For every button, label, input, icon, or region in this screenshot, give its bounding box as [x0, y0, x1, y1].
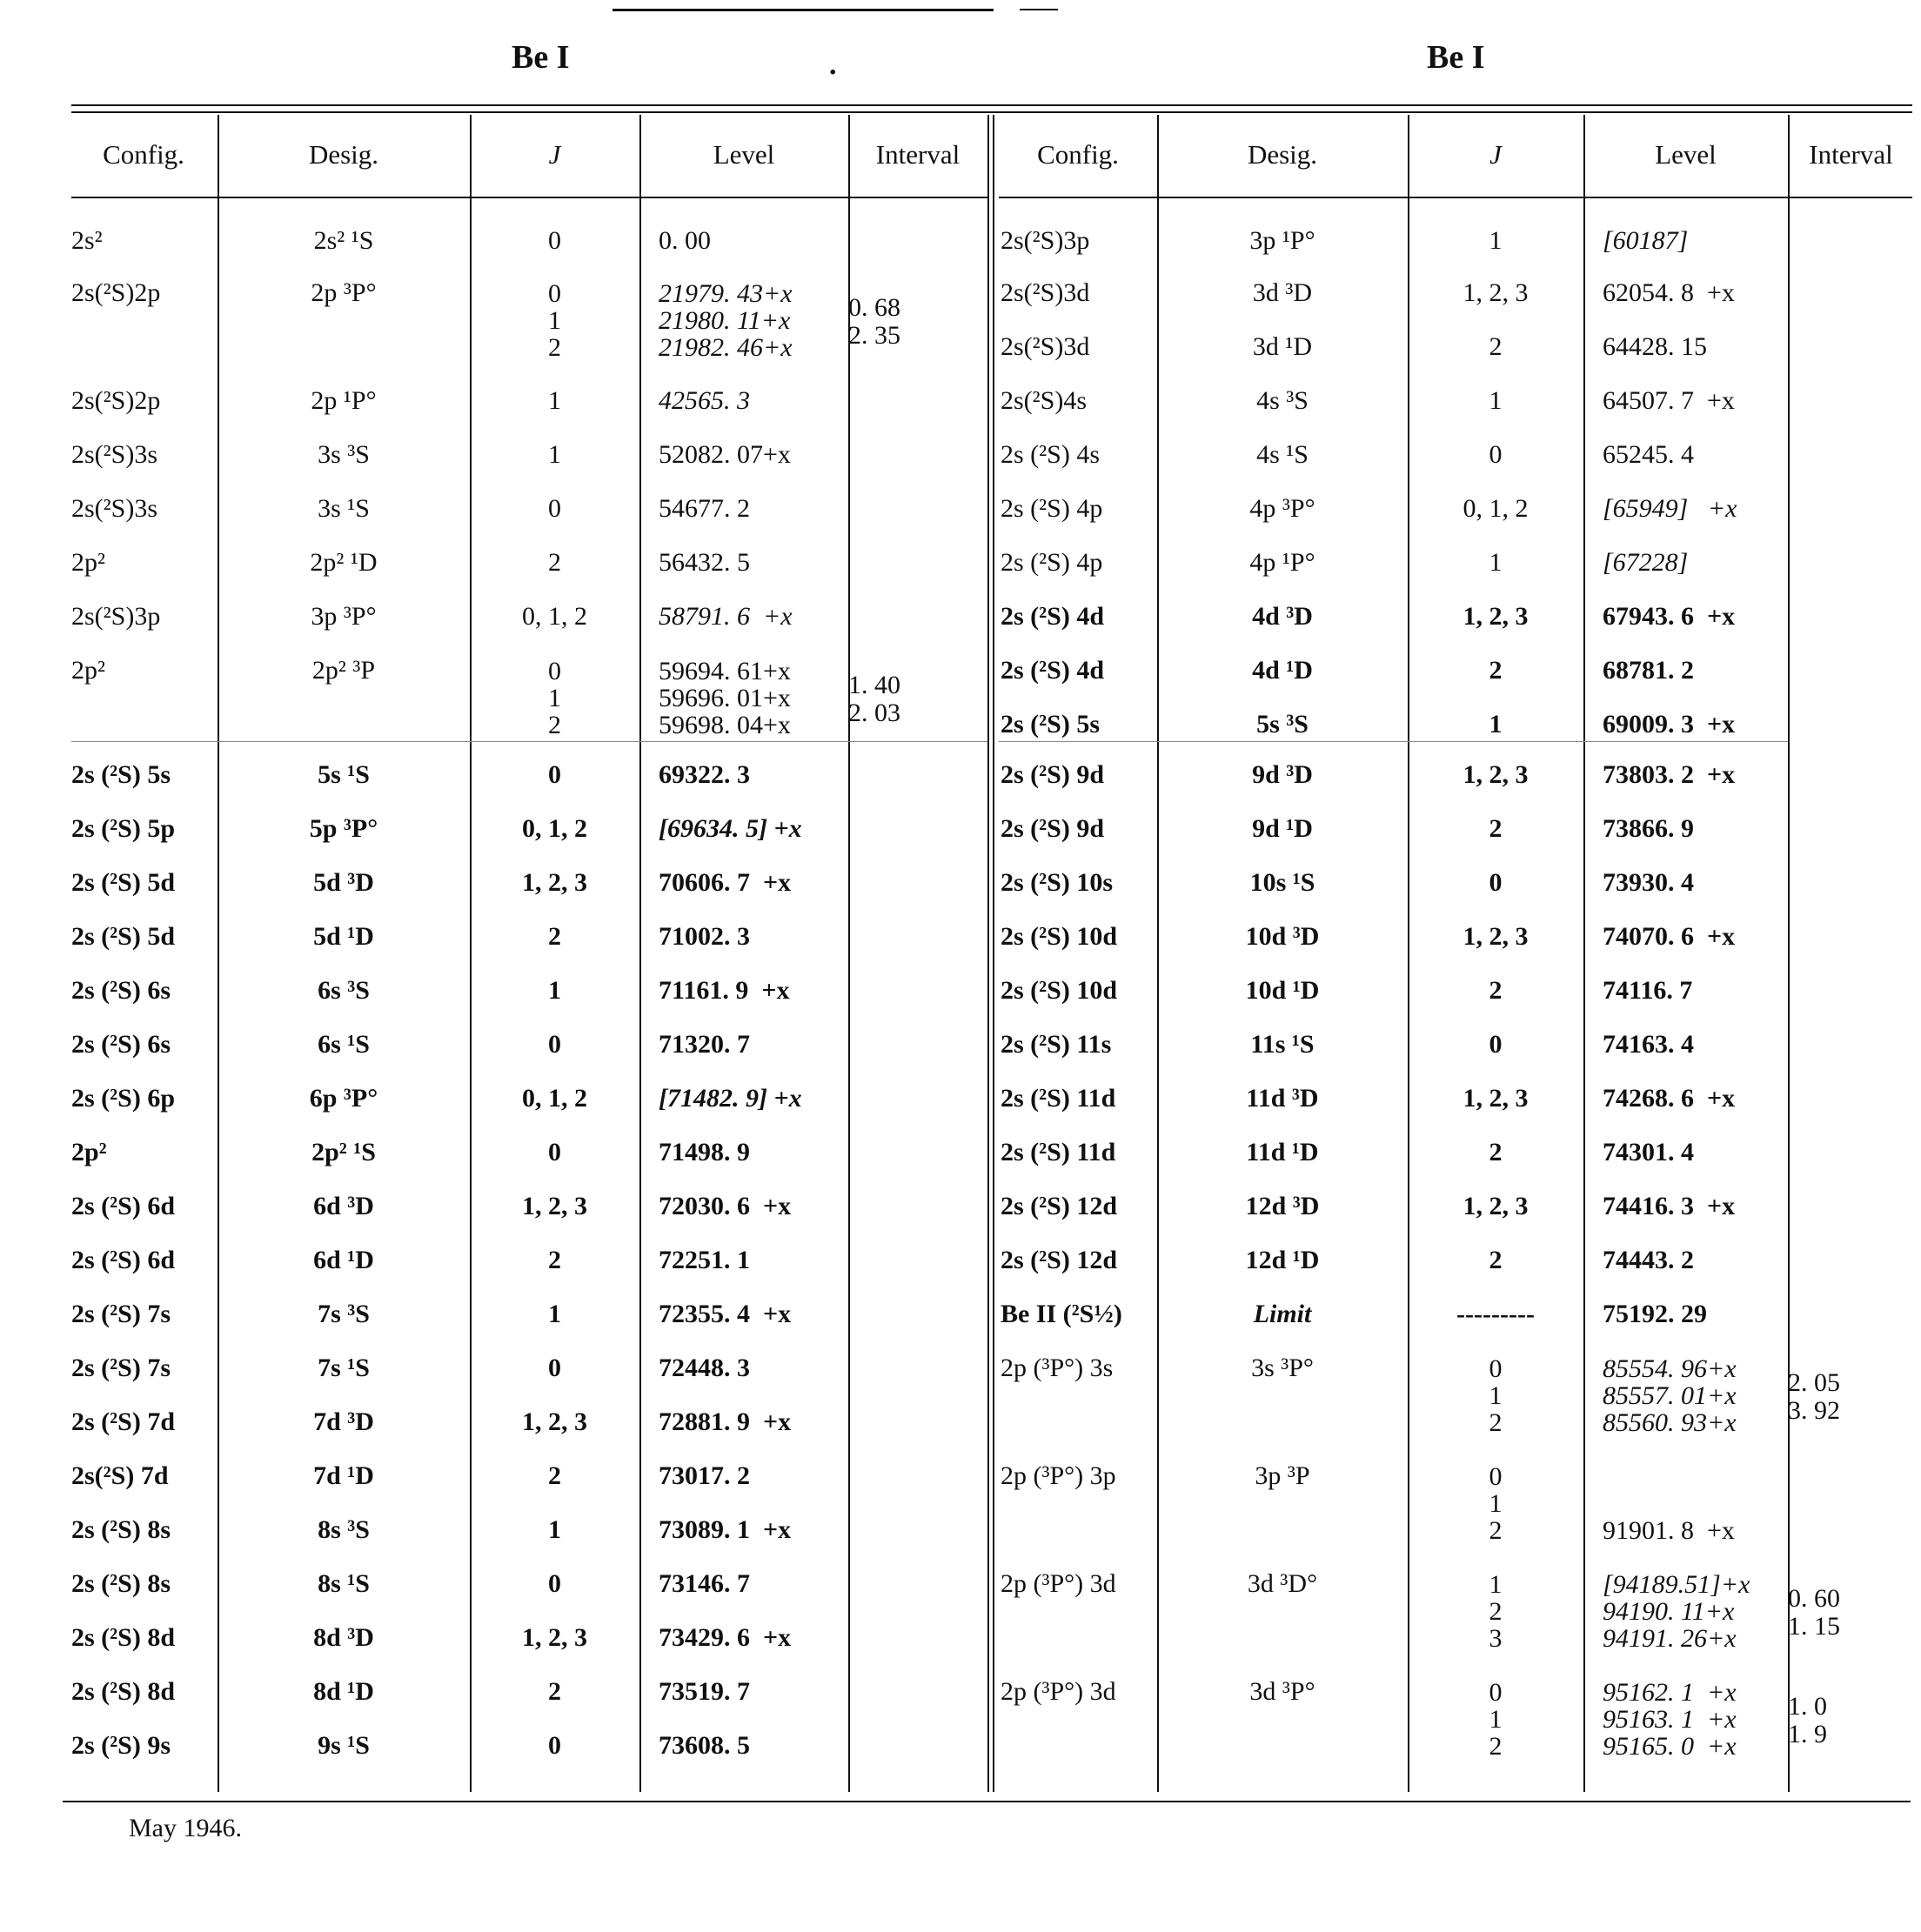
section-separator	[999, 741, 1788, 742]
cell-config: 2p²	[71, 1138, 107, 1167]
cell-j: 0	[548, 1354, 561, 1382]
cell-desig: 3d ³P°	[1249, 1677, 1315, 1706]
cell-config: 2s (²S) 10s	[1001, 868, 1114, 897]
cell-j: 1	[1489, 386, 1503, 415]
cell-j: 2	[548, 1677, 561, 1706]
cell-interval: 0. 68 2. 35	[848, 293, 900, 350]
cell-config: 2s (²S) 7d	[71, 1407, 176, 1436]
cell-config: 2s (²S) 12d	[1001, 1192, 1118, 1220]
cell-config: 2s(²S)2p	[71, 278, 161, 307]
cell-desig: 8s ¹S	[318, 1569, 370, 1598]
cell-desig: 9d ³D	[1252, 760, 1313, 789]
right-title: Be I	[1427, 39, 1485, 76]
cell-config: 2s (²S) 11s	[1001, 1030, 1112, 1059]
cell-j: 1	[548, 386, 561, 415]
cell-config: 2s (²S) 6s	[71, 976, 171, 1005]
cell-level: 56432. 5	[659, 548, 750, 577]
cell-desig: 3s ¹S	[318, 494, 370, 523]
cell-desig: 11d ³D	[1246, 1084, 1319, 1113]
left-title: Be I	[512, 39, 570, 76]
cell-j: 1, 2, 3	[1463, 922, 1529, 951]
dot: .	[828, 50, 838, 81]
cell-level: 73608. 5	[659, 1731, 750, 1760]
cell-desig: 3s ³P°	[1251, 1354, 1314, 1382]
cell-j: 1	[1489, 710, 1503, 739]
cell-config: 2p (³P°) 3d	[1001, 1677, 1116, 1706]
cell-level: 73803. 2 +x	[1603, 760, 1736, 789]
cell-desig: 4p ³P°	[1249, 494, 1315, 523]
cell-config: 2s²	[71, 226, 103, 255]
cell-level: 72448. 3	[659, 1354, 750, 1382]
header-underline	[71, 197, 987, 198]
cell-level: 58791. 6 +x	[659, 602, 793, 631]
cell-desig: 4s ³S	[1256, 386, 1309, 415]
cell-level: 52082. 07+x	[659, 440, 791, 469]
cell-level: 71161. 9 +x	[659, 976, 790, 1005]
header-level: Level	[1655, 139, 1717, 170]
cell-level: [69634. 5] +x	[659, 814, 802, 843]
cell-level: 73089. 1 +x	[659, 1515, 792, 1544]
cell-desig: 5p ³P°	[309, 814, 378, 843]
cell-level: 69322. 3	[659, 760, 750, 789]
cell-desig: 4s ¹S	[1256, 440, 1309, 469]
cell-config: 2s(²S)4s	[1001, 386, 1088, 415]
cell-level: 85554. 96+x 85557. 01+x 85560. 93+x	[1603, 1354, 1737, 1437]
cell-level: 73519. 7	[659, 1677, 750, 1706]
cell-j: 0	[1489, 1030, 1503, 1059]
cell-level: 75192. 29	[1603, 1300, 1707, 1328]
cell-desig: 10d ³D	[1245, 922, 1320, 951]
cell-level: 70606. 7 +x	[659, 868, 792, 897]
cell-desig: 11d ¹D	[1246, 1138, 1319, 1167]
cell-desig: 7s ¹S	[318, 1354, 370, 1382]
cell-level: 64428. 15	[1603, 332, 1707, 361]
cell-j: 2	[548, 1461, 561, 1490]
cell-j: 2	[548, 548, 561, 577]
cell-desig: 3d ³D	[1252, 278, 1313, 307]
cell-config: 2p²	[71, 548, 105, 577]
cell-j: 1, 2, 3	[1463, 760, 1529, 789]
cell-desig: 5d ¹D	[313, 922, 374, 951]
cell-j: 0 1 2	[1489, 1462, 1503, 1545]
cell-level: 95162. 1 +x 95163. 1 +x 95165. 0 +x	[1603, 1678, 1737, 1761]
cell-config: 2s(²S)3d	[1001, 278, 1090, 307]
cell-level: 71498. 9	[659, 1138, 750, 1167]
cell-desig: 10d ¹D	[1245, 976, 1320, 1005]
cell-level: 0. 00	[659, 226, 711, 255]
header-level: Level	[713, 139, 775, 170]
cell-desig: 9d ¹D	[1252, 814, 1313, 843]
cell-desig: 5s ³S	[1256, 710, 1309, 739]
cell-j: 1, 2, 3	[1463, 1192, 1529, 1220]
cell-level: 91901. 8 +x	[1603, 1516, 1735, 1545]
cell-desig: 6d ³D	[313, 1192, 374, 1220]
cell-level: 74268. 6 +x	[1603, 1084, 1736, 1113]
section-separator	[71, 741, 987, 742]
cell-j: 2	[1489, 1246, 1503, 1274]
cell-j: 2	[1489, 332, 1503, 361]
cell-config: 2s (²S) 8s	[71, 1569, 171, 1598]
cell-j: 0 1 2	[1489, 1678, 1503, 1761]
cell-j: 0 1 2	[1489, 1354, 1503, 1437]
column-divider	[1788, 115, 1790, 1792]
cell-j: 1, 2, 3	[1463, 602, 1529, 631]
cell-config: 2p (³P°) 3p	[1001, 1461, 1116, 1490]
cell-config: 2s (²S) 8d	[71, 1677, 176, 1706]
cell-desig: 8s ³S	[318, 1515, 370, 1544]
cell-level: 74301. 4	[1603, 1138, 1694, 1167]
cell-interval: 1. 0 1. 9	[1788, 1692, 1827, 1748]
cell-desig: 3d ¹D	[1252, 332, 1313, 361]
cell-j: 0	[548, 494, 561, 523]
cell-desig: 12d ³D	[1245, 1192, 1320, 1220]
cell-j: 1, 2, 3	[1463, 1084, 1529, 1113]
cell-desig: 8d ³D	[313, 1623, 374, 1652]
cell-config: 2s(²S)3d	[1001, 332, 1090, 361]
cell-level: 74443. 2	[1603, 1246, 1694, 1274]
cell-level: 72881. 9 +x	[659, 1407, 792, 1436]
cell-level: [94189.51]+x 94190. 11+x 94191. 26+x	[1603, 1570, 1750, 1653]
cell-desig: 3p ³P	[1255, 1461, 1310, 1490]
cell-j: 2	[548, 1246, 561, 1274]
cell-level: 74416. 3 +x	[1603, 1192, 1736, 1220]
cell-config: 2s (²S) 12d	[1001, 1246, 1118, 1274]
cell-j: 2	[1489, 814, 1503, 843]
cell-j: 0 1 2	[548, 279, 561, 362]
cell-level: 74116. 7	[1603, 976, 1693, 1005]
cell-desig: 9s ¹S	[318, 1731, 370, 1760]
cell-j: 0	[1489, 440, 1503, 469]
cell-desig: Limit	[1253, 1300, 1312, 1328]
cell-config: 2s(²S)2p	[71, 386, 161, 415]
cell-config: 2s(²S)3p	[71, 602, 161, 631]
cell-config: 2s (²S) 11d	[1001, 1138, 1116, 1167]
cell-desig: 5s ¹S	[318, 760, 370, 789]
cell-config: Be II (²S½)	[1001, 1300, 1122, 1328]
cell-j: 0 1 2	[548, 657, 561, 739]
cell-config: 2s (²S) 10d	[1001, 976, 1118, 1005]
cell-desig: 3s ³S	[318, 440, 370, 469]
cell-desig: 12d ¹D	[1245, 1246, 1320, 1274]
column-divider	[987, 115, 989, 1792]
cell-desig: 2p² ¹S	[311, 1138, 376, 1167]
cell-desig: 5d ³D	[313, 868, 374, 897]
cell-desig: 2p² ³P	[311, 656, 376, 685]
cell-level: 71320. 7	[659, 1030, 750, 1059]
column-divider	[1157, 115, 1159, 1792]
header-desig: Desig.	[308, 139, 379, 170]
cell-level: 73930. 4	[1603, 868, 1694, 897]
cell-level: 73429. 6 +x	[659, 1623, 792, 1652]
cell-config: 2s (²S) 5p	[71, 814, 176, 843]
header-j: J	[1489, 139, 1502, 170]
cell-config: 2s (²S) 8d	[71, 1623, 176, 1652]
cell-desig: 11s ¹S	[1250, 1030, 1315, 1059]
cell-desig: 6d ¹D	[313, 1246, 374, 1274]
cell-j: 0, 1, 2	[522, 602, 587, 631]
cell-desig: 2p ¹P°	[311, 386, 377, 415]
cell-desig: 10s ¹S	[1249, 868, 1315, 897]
cell-config: 2s (²S) 5s	[71, 760, 171, 789]
cell-level: [67228]	[1603, 548, 1689, 577]
cell-level: 69009. 3 +x	[1603, 710, 1736, 739]
cell-desig: 7d ³D	[313, 1407, 374, 1436]
cell-config: 2s (²S) 10d	[1001, 922, 1118, 951]
cell-desig: 4d ¹D	[1252, 656, 1313, 685]
cell-j: 1, 2, 3	[522, 1623, 587, 1652]
cell-level: 59694. 61+x 59696. 01+x 59698. 04+x	[659, 657, 791, 739]
cell-config: 2s (²S) 9s	[71, 1731, 171, 1760]
cell-config: 2s (²S) 7s	[71, 1354, 171, 1382]
cell-desig: 2p ³P°	[311, 278, 377, 307]
cell-j: 0, 1, 2	[1463, 494, 1529, 523]
cell-desig: 3p ³P°	[311, 602, 377, 631]
cell-level: 73146. 7	[659, 1569, 750, 1598]
cell-config: 2s (²S) 4p	[1001, 494, 1103, 523]
cell-level: 74163. 4	[1603, 1030, 1694, 1059]
header-interval: Interval	[875, 139, 960, 170]
cell-j: 1, 2, 3	[522, 1192, 587, 1220]
cell-j: 0	[548, 760, 561, 789]
cell-level: [65949] +x	[1603, 494, 1737, 523]
cell-level: 72251. 1	[659, 1246, 750, 1274]
cell-config: 2s (²S) 9d	[1001, 814, 1105, 843]
cell-j: 2	[1489, 656, 1503, 685]
cell-level: 71002. 3	[659, 922, 750, 951]
cell-level: [60187]	[1603, 226, 1689, 255]
cell-config: 2s (²S) 6d	[71, 1246, 176, 1274]
cell-interval: 2. 05 3. 92	[1788, 1368, 1840, 1425]
cell-config: 2s(²S)3s	[71, 494, 158, 523]
cell-level: 62054. 8 +x	[1603, 278, 1735, 307]
bottom-rule	[63, 1801, 1911, 1802]
cell-j: 0, 1, 2	[522, 814, 587, 843]
header-config: Config.	[1037, 139, 1119, 170]
cell-desig: 6p ³P°	[309, 1084, 378, 1113]
column-divider	[993, 115, 994, 1792]
cell-j: 1	[548, 1515, 561, 1544]
cell-j: 0	[548, 1138, 561, 1167]
top-rule	[612, 9, 994, 11]
cell-level: 54677. 2	[659, 494, 750, 523]
header-j: J	[548, 139, 561, 170]
cell-config: 2s (²S) 7s	[71, 1300, 171, 1328]
cell-desig: 4p ¹P°	[1249, 548, 1315, 577]
cell-level: 74070. 6 +x	[1603, 922, 1736, 951]
cell-config: 2p (³P°) 3s	[1001, 1354, 1114, 1382]
cell-config: 2s (²S) 8s	[71, 1515, 171, 1544]
cell-desig: 2s² ¹S	[313, 226, 374, 255]
footer-date: May 1946.	[129, 1814, 242, 1842]
cell-desig: 8d ¹D	[313, 1677, 374, 1706]
cell-config: 2p (³P°) 3d	[1001, 1569, 1116, 1598]
cell-config: 2s (²S) 5d	[71, 922, 176, 951]
cell-desig: 7d ¹D	[313, 1461, 374, 1490]
cell-j: ---------	[1456, 1300, 1535, 1328]
cell-j: 0	[1489, 868, 1503, 897]
header-underline	[999, 197, 1912, 198]
cell-config: 2s (²S) 11d	[1001, 1084, 1116, 1113]
column-divider	[848, 115, 850, 1792]
cell-config: 2s(²S)3p	[1001, 226, 1090, 255]
cell-j: 1	[548, 976, 561, 1005]
cell-j: 1, 2, 3	[522, 868, 587, 897]
cell-level: 72355. 4 +x	[659, 1300, 792, 1328]
cell-config: 2s (²S) 5d	[71, 868, 176, 897]
cell-config: 2s (²S) 6p	[71, 1084, 176, 1113]
cell-j: 0, 1, 2	[522, 1084, 587, 1113]
cell-j: 1 2 3	[1489, 1570, 1503, 1653]
cell-level: 64507. 7 +x	[1603, 386, 1735, 415]
cell-j: 1, 2, 3	[522, 1407, 587, 1436]
cell-j: 1	[1489, 548, 1503, 577]
cell-level: 21979. 43+x 21980. 11+x 21982. 46+x	[659, 279, 793, 362]
cell-j: 1	[1489, 226, 1503, 255]
cell-j: 0	[548, 1569, 561, 1598]
cell-j: 0	[548, 1030, 561, 1059]
cell-config: 2s (²S) 4d	[1001, 602, 1105, 631]
cell-config: 2s (²S) 6s	[71, 1030, 171, 1059]
cell-level: 72030. 6 +x	[659, 1192, 792, 1220]
cell-j: 2	[1489, 976, 1503, 1005]
cell-level: 42565. 3	[659, 386, 750, 415]
cell-interval: 0. 60 1. 15	[1788, 1584, 1840, 1641]
cell-level: [71482. 9] +x	[659, 1084, 802, 1113]
cell-config: 2s (²S) 9d	[1001, 760, 1105, 789]
cell-j: 2	[1489, 1138, 1503, 1167]
cell-level: 68781. 2	[1603, 656, 1694, 685]
cell-desig: 3p ¹P°	[1249, 226, 1315, 255]
cell-config: 2p²	[71, 656, 105, 685]
cell-config: 2s (²S) 5s	[1001, 710, 1101, 739]
cell-level: 73017. 2	[659, 1461, 750, 1490]
cell-config: 2s (²S) 4s	[1001, 440, 1101, 469]
column-divider	[639, 115, 641, 1792]
column-divider	[1583, 115, 1585, 1792]
cell-config: 2s (²S) 4d	[1001, 656, 1105, 685]
cell-desig: 2p² ¹D	[310, 548, 378, 577]
cell-j: 0	[548, 226, 561, 255]
cell-desig: 6s ³S	[318, 976, 370, 1005]
cell-desig: 4d ³D	[1252, 602, 1313, 631]
cell-j: 2	[548, 922, 561, 951]
cell-desig: 7s ³S	[318, 1300, 370, 1328]
header-interval: Interval	[1809, 139, 1893, 170]
cell-interval: 1. 40 2. 03	[848, 671, 900, 727]
top-rule-short	[1020, 9, 1058, 10]
cell-desig: 6s ¹S	[318, 1030, 370, 1059]
header-desig: Desig.	[1247, 139, 1318, 170]
cell-config: 2s(²S)3s	[71, 440, 158, 469]
cell-config: 2s (²S) 4p	[1001, 548, 1103, 577]
cell-config: 2s(²S) 7d	[71, 1461, 169, 1490]
cell-config: 2s (²S) 6d	[71, 1192, 176, 1220]
cell-j: 0	[548, 1731, 561, 1760]
cell-j: 1	[548, 1300, 561, 1328]
cell-j: 1, 2, 3	[1463, 278, 1529, 307]
cell-level: 73866. 9	[1603, 814, 1694, 843]
header-config: Config.	[103, 139, 184, 170]
cell-level: 65245. 4	[1603, 440, 1694, 469]
cell-j: 1	[548, 440, 561, 469]
cell-level: 67943. 6 +x	[1603, 602, 1736, 631]
cell-desig: 3d ³D°	[1247, 1569, 1318, 1598]
double-rule-top	[71, 104, 1912, 106]
